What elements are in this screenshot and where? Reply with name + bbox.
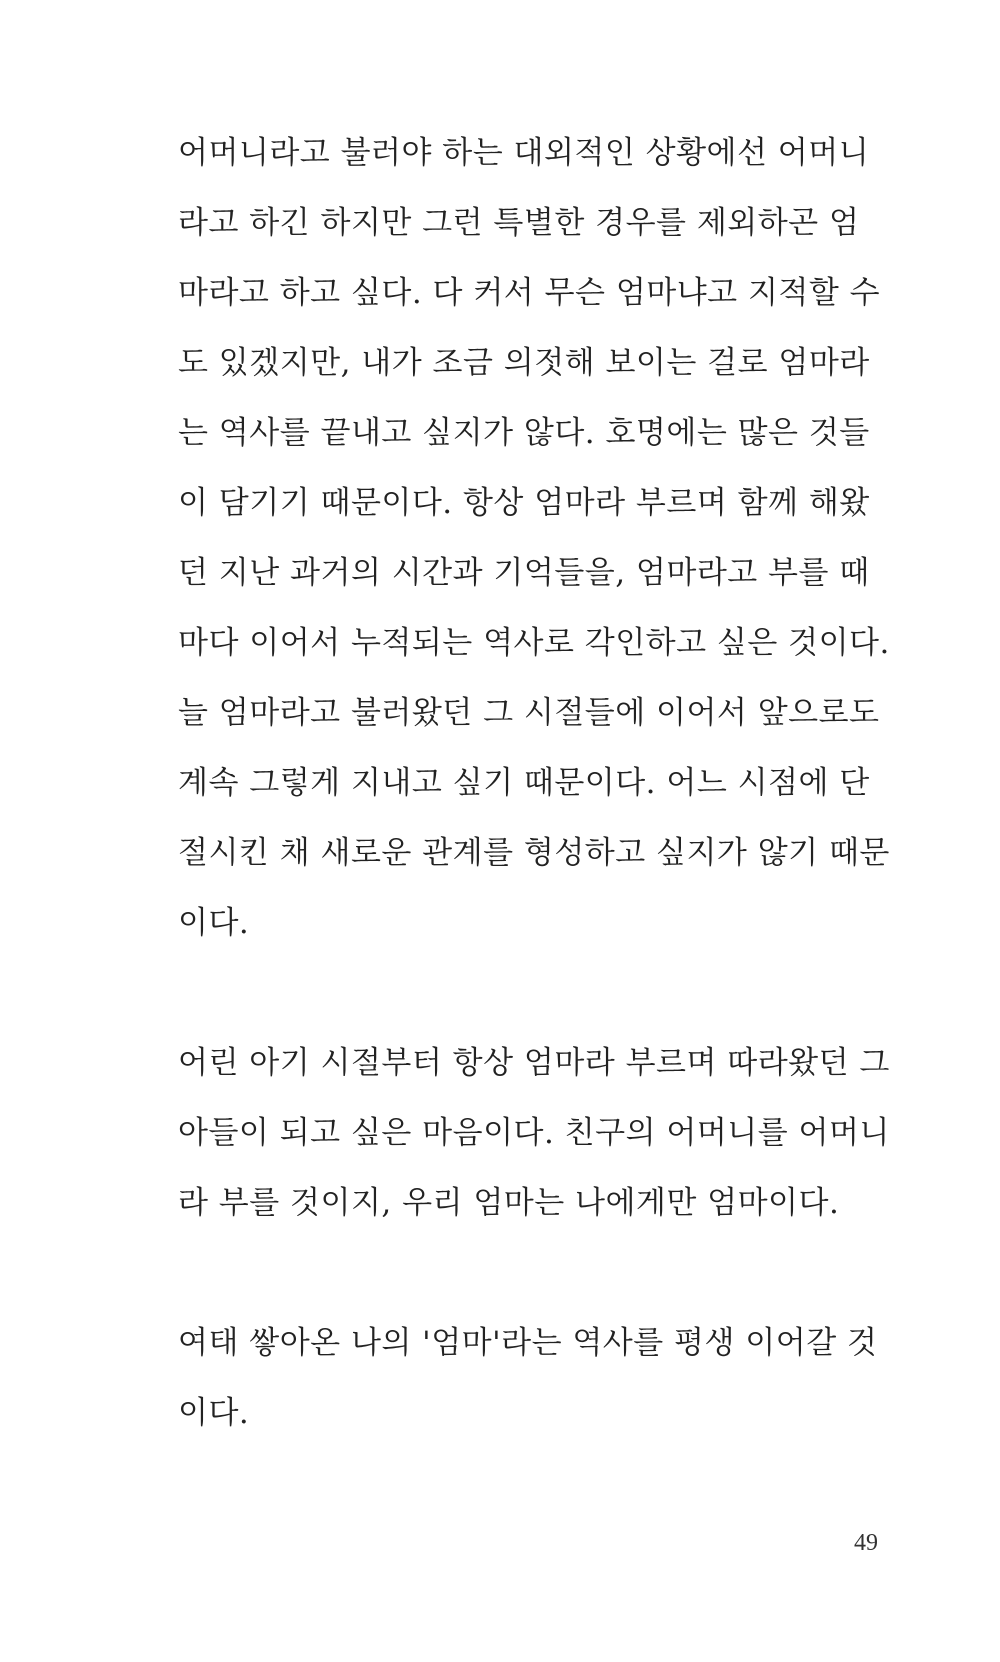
text-line: 라 부를 것이지, 우리 엄마는 나에게만 엄마이다.	[178, 1185, 840, 1221]
text-line: 어머니라고 불러야 하는 대외적인 상황에선 어머니	[178, 135, 870, 171]
text-line: 이 담기기 때문이다. 항상 엄마라 부르며 함께 해왔	[178, 485, 870, 521]
text-line: 여태 쌓아온 나의 '엄마'라는 역사를 평생 이어갈 것	[178, 1325, 878, 1361]
text-line: 라고 하긴 하지만 그런 특별한 경우를 제외하곤 엄	[178, 205, 860, 241]
text-line: 어린 아기 시절부터 항상 엄마라 부르며 따라왔던 그	[178, 1045, 890, 1081]
paragraph-2	[178, 1028, 890, 1238]
text-line: 마다 이어서 누적되는 역사로 각인하고 싶은 것이다.	[178, 625, 890, 661]
paragraph-spacer	[178, 958, 878, 1028]
text-line: 도 있겠지만, 내가 조금 의젓해 보이는 걸로 엄마라	[178, 345, 870, 381]
text-line: 이다.	[178, 905, 250, 941]
text-line: 던 지난 과거의 시간과 기억들을, 엄마라고 부를 때	[178, 555, 870, 591]
text-line: 이다.	[178, 1395, 250, 1431]
paragraph-spacer	[178, 1238, 878, 1308]
text-line: 절시킨 채 새로운 관계를 형성하고 싶지가 않기 때문	[178, 835, 890, 871]
text-line: 늘 엄마라고 불러왔던 그 시절들에 이어서 앞으로도	[178, 695, 880, 731]
paragraph-1	[178, 118, 890, 958]
text-line: 아들이 되고 싶은 마음이다. 친구의 어머니를 어머니	[178, 1115, 890, 1151]
paragraph-3	[178, 1308, 878, 1448]
body-text	[178, 118, 890, 1448]
text-line: 계속 그렇게 지내고 싶기 때문이다. 어느 시점에 단	[178, 765, 870, 801]
page-number: 49	[854, 1530, 878, 1556]
text-line: 는 역사를 끝내고 싶지가 않다. 호명에는 많은 것들	[178, 415, 870, 451]
text-line: 마라고 하고 싶다. 다 커서 무슨 엄마냐고 지적할 수	[178, 275, 881, 311]
